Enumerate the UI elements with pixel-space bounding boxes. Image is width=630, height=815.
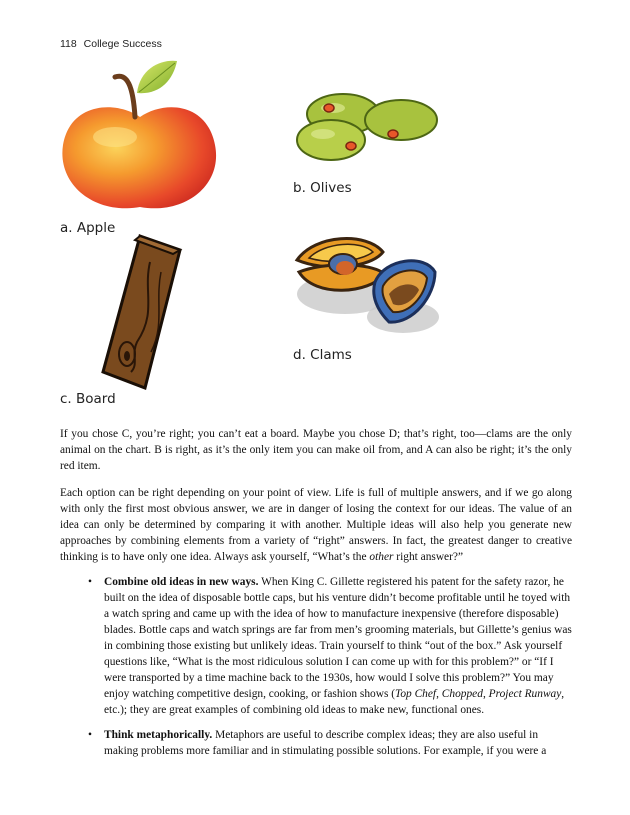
- paragraph-text-before: Each option can be right depending on your point of view. Life is full of multiple answers, and if we go along with only the first most obvious answer, we are in danger of losing the context for our ideas. The value of an idea can only be determined by comparing it with another. Multiple ideas will also help you generate new approaches by combining elements from a variety of “right” answers. In fact, the greatest danger to creative thinking is to have only one idea. Always ask yourself, “What’s the: [60, 487, 572, 563]
- emphasis-other: other: [369, 551, 394, 563]
- strategy-list: [88, 574, 572, 768]
- paragraph-point-of-view: [60, 485, 572, 565]
- apple-caption: a. Apple: [60, 220, 116, 236]
- list-item-think-metaphorically: [88, 727, 572, 759]
- paragraph-answers-text: If you chose C, you’re right; you can’t eat a board. Maybe you chose D; that’s right, too—clams are the only animal on the chart. B is right, as it’s the only item you can make oil from, and A can also be right; it’s the only red item.: [60, 428, 572, 472]
- list-item-text: , etc.); they are great examples of combining old ideas to make new, functional ones.: [104, 688, 565, 716]
- apple-image: [55, 55, 225, 220]
- separator: ,: [482, 688, 489, 700]
- board-caption: c. Board: [60, 391, 116, 407]
- olives-image: [293, 88, 443, 168]
- list-item-text: Metaphors are useful to describe complex ideas; they are also useful in making problems more familiar and in stimulating possible solutions. For example, if you were a: [104, 729, 547, 757]
- show-title: Chopped: [441, 688, 483, 700]
- list-item-text: When King C. Gillette registered his patent for the safety razor, he built on the idea of disposable bottle caps, but his venture didn’t become profitable until he toyed with a watch spring and came up with the idea of how to manufacture inexpensive (therefore disposable) blades. Bottle caps and watch springs are far from men’s grooming materials, but Gillette’s genius was in combining those existing but unlikely ideas. Train yourself to think “out of the box.” Ask yourself questions like, “What is the most ridiculous solution I can come up with for this problem?” or “If I were transported by a time machine back to the 1930s, how would I solve this problem?” You may enjoy watching competitive design, cooking, or fashion shows (: [104, 576, 572, 700]
- paragraph-point-of-view-text: [60, 485, 572, 565]
- board-image: [95, 232, 185, 392]
- show-title: Project Runway: [488, 688, 562, 700]
- list-item-combine-ideas: [88, 574, 572, 718]
- page-header: [60, 38, 162, 50]
- list-item-title: Think metaphorically.: [104, 729, 213, 741]
- book-title: College Success: [83, 38, 162, 50]
- paragraph-text-after: right answer?”: [393, 551, 464, 563]
- olives-caption: b. Olives: [293, 180, 352, 196]
- paragraph-answers: [60, 426, 572, 474]
- clams-caption: d. Clams: [293, 347, 352, 363]
- clams-image: [285, 232, 445, 342]
- page-number: 118: [60, 38, 77, 50]
- separator: ,: [436, 688, 442, 700]
- list-item-title: Combine old ideas in new ways.: [104, 576, 259, 588]
- show-title: Top Chef: [395, 688, 437, 700]
